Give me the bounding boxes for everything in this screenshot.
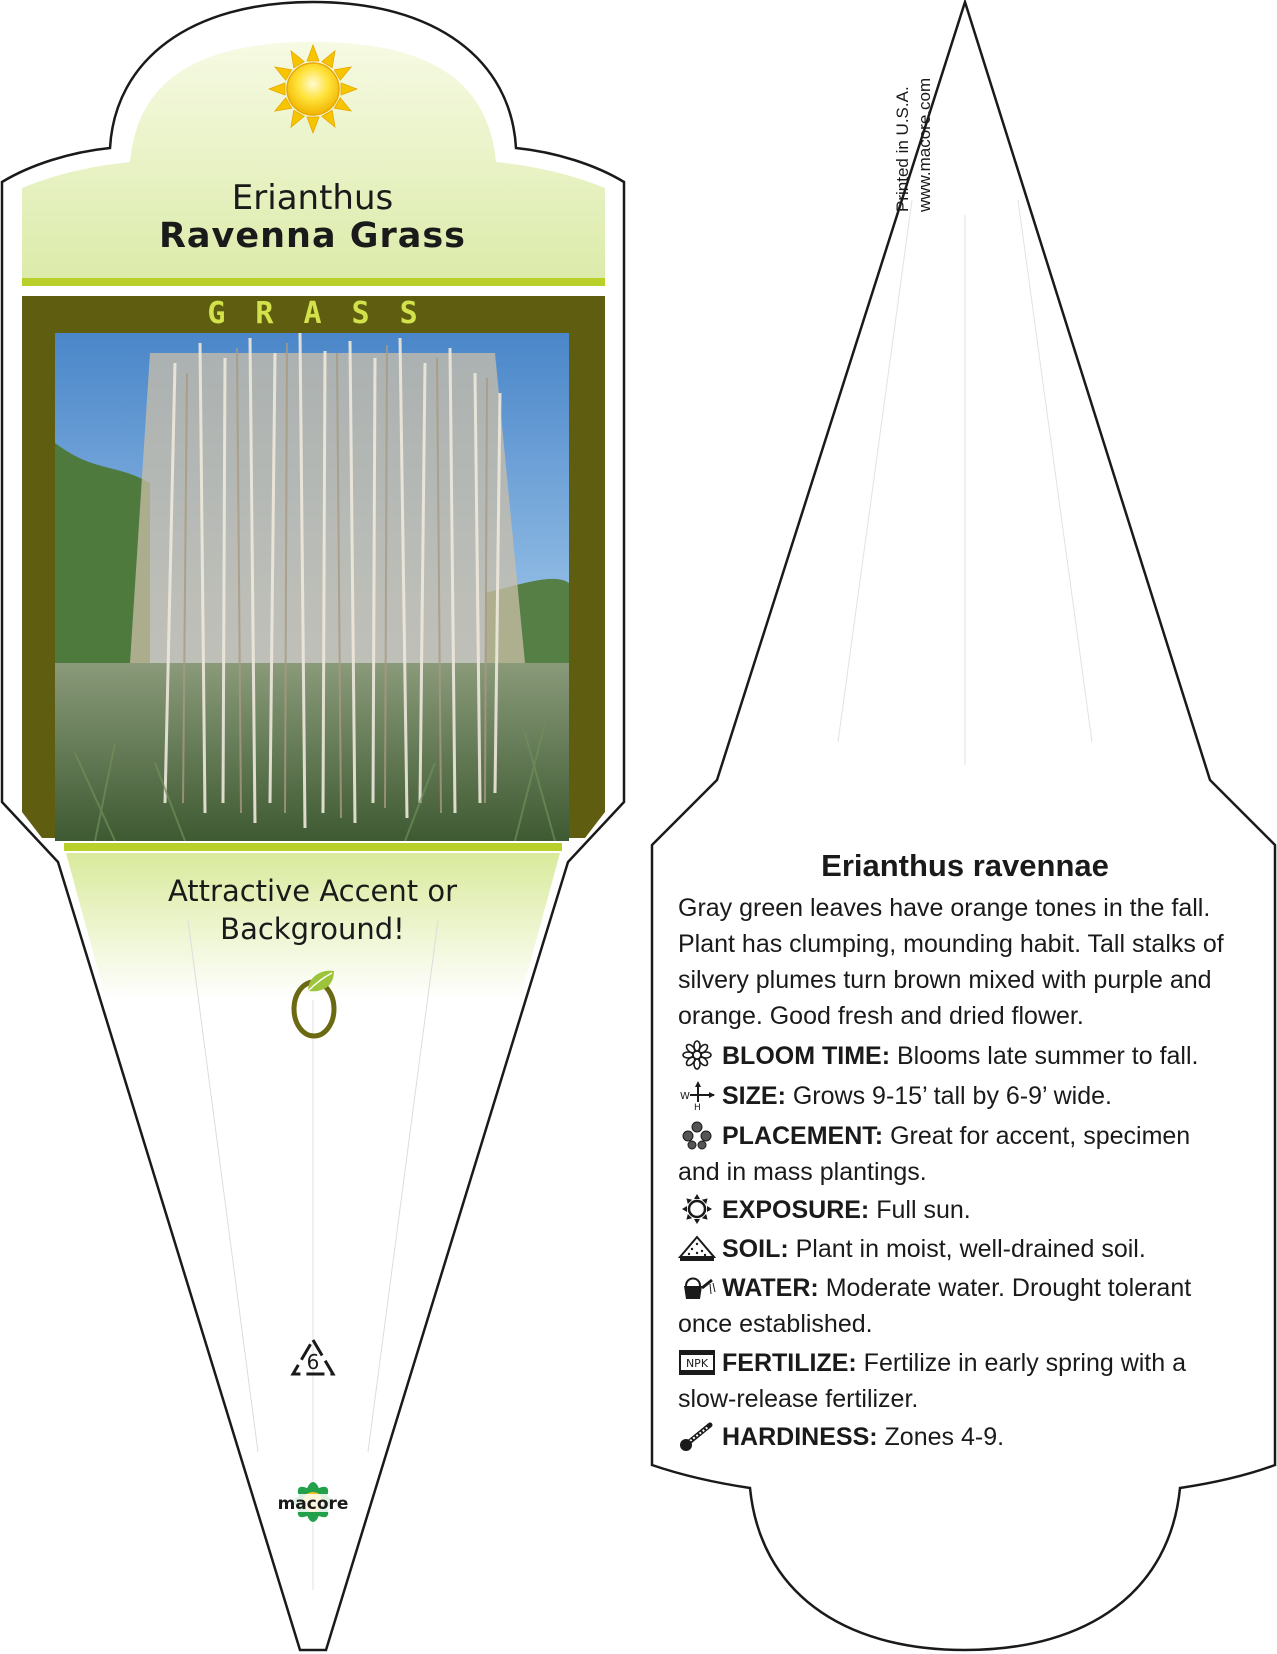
placement-flowers-icon xyxy=(678,1120,716,1150)
npk-text: NPK xyxy=(685,1357,709,1370)
soil-pile-icon xyxy=(678,1233,716,1263)
care-fertilize: NPK FERTILIZE: Fertilize in early spring with a slow-release fertilizer. xyxy=(678,1349,1187,1413)
leaf-seed-icon xyxy=(286,965,342,1041)
description-text: Gray green leaves have orange tones in the fall. Plant has clumping, mounding habit. Tall stalks of silvery plumes turn brown mixed with purple and orange. Good fresh and dried flower. xyxy=(678,894,1224,1030)
macore-logo xyxy=(270,1468,356,1538)
printed-info xyxy=(892,52,952,212)
care-placement: PLACEMENT: Great for accent, specimen and in mass plantings. xyxy=(678,1122,1191,1186)
watering-can-icon xyxy=(678,1272,716,1302)
size-icon-w: W xyxy=(680,1091,690,1102)
care-hardiness: HARDINESS: Zones 4-9. xyxy=(678,1419,1238,1455)
size-arrows-icon xyxy=(678,1080,716,1110)
sun-icon xyxy=(268,44,358,134)
care-size: W H SIZE: Grows 9-15’ tall by 6-9’ wide. xyxy=(678,1078,1238,1114)
care-soil: SOIL: Plant in moist, well-drained soil. xyxy=(678,1231,1238,1267)
care-water: WATER: Moderate water. Drought tolerant once established. xyxy=(678,1274,1192,1338)
plant-tagline: Attractive Accent or Background! xyxy=(167,874,458,946)
plant-genus-title: Erianthus xyxy=(231,178,394,218)
care-bloom-time: BLOOM TIME: Blooms late summer to fall. xyxy=(678,1038,1238,1074)
thermometer-icon xyxy=(678,1421,716,1451)
printed-website: www.macore.com xyxy=(915,77,934,212)
macore-logo-text: macore xyxy=(277,1494,349,1514)
printed-country: Printed in U.S.A. xyxy=(893,86,912,212)
care-exposure: EXPOSURE: Full sun. xyxy=(678,1192,1238,1228)
latin-name: Erianthus ravennae xyxy=(821,848,1109,883)
plant-common-name: Ravenna Grass xyxy=(158,216,467,256)
recycle-code: 6 xyxy=(306,1350,320,1374)
recycle-6-icon xyxy=(288,1336,338,1382)
plant-photo xyxy=(55,333,569,841)
flower-icon xyxy=(678,1040,716,1070)
size-icon-h: H xyxy=(694,1103,701,1110)
npk-bag-icon xyxy=(678,1347,716,1377)
plant-description xyxy=(678,890,1238,1034)
sun-outline-icon xyxy=(678,1194,716,1224)
category-label: GRASS xyxy=(207,296,448,331)
